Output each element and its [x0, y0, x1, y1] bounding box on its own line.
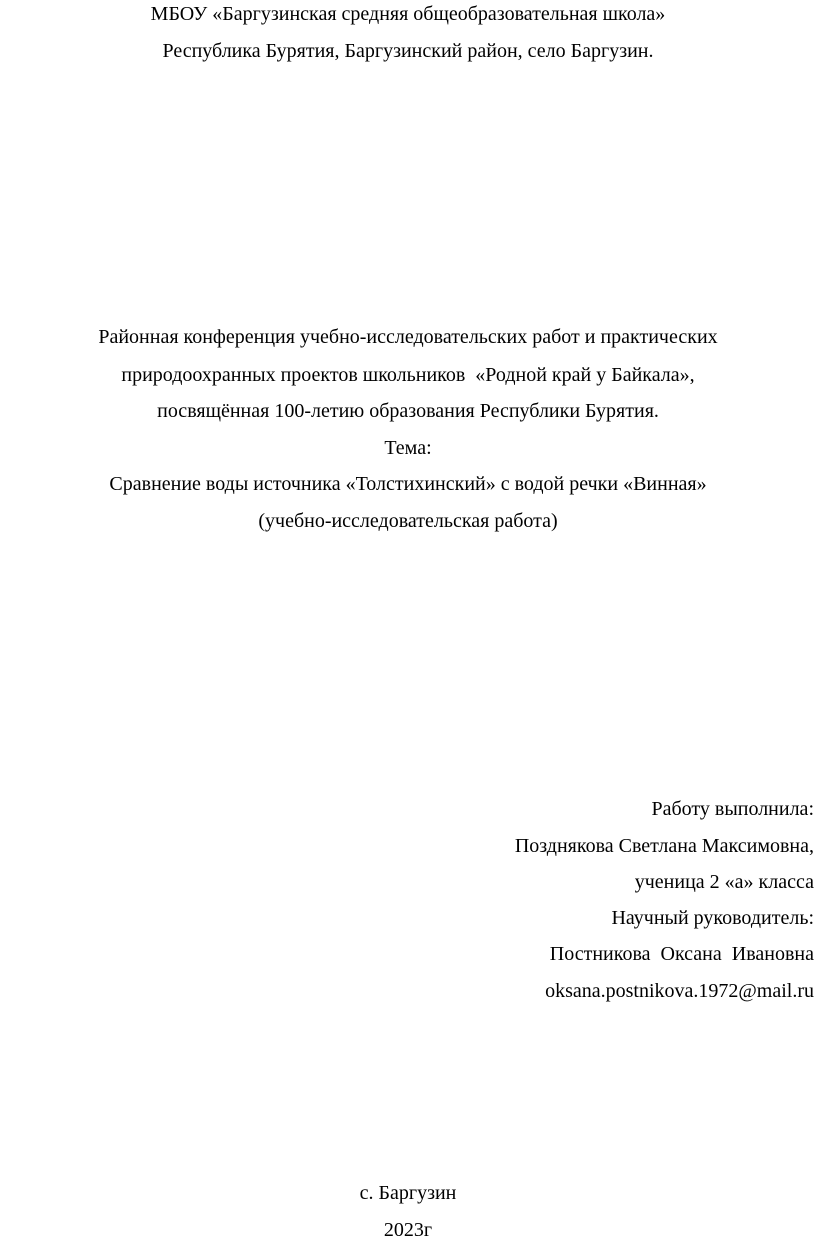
author-label: Работу выполнила: — [651, 798, 814, 820]
conference-line-2: природоохранных проектов школьников «Родной край у Байкала», — [121, 364, 695, 386]
footer-place: с. Баргузин — [359, 1182, 457, 1204]
supervisor-name: Постникова Оксана Ивановна — [549, 943, 814, 965]
conference-line-1: Районная конференция учебно-исследовательских работ и практических — [98, 326, 718, 348]
conference-line-3: посвящённая 100-летию образования Республики Бурятия. — [157, 400, 659, 422]
footer-year: 2023г — [383, 1219, 433, 1241]
author-name: Позднякова Светлана Максимовна, — [514, 835, 814, 857]
supervisor-email[interactable]: oksana.postnikova.1972@mail.ru — [545, 980, 814, 1002]
author-grade: ученица 2 «а» класса — [634, 871, 814, 893]
topic-title: Сравнение воды источника «Толстихинский» с водой речки «Винная» — [109, 473, 707, 495]
school-location: Республика Бурятия, Баргузинский район, село Баргузин. — [162, 40, 654, 62]
topic-label: Тема: — [384, 437, 432, 459]
topic-subtitle: (учебно-исследовательская работа) — [258, 510, 558, 532]
supervisor-label: Научный руководитель: — [611, 907, 814, 929]
school-name: МБОУ «Баргузинская средняя общеобразовательная школа» — [150, 3, 666, 25]
